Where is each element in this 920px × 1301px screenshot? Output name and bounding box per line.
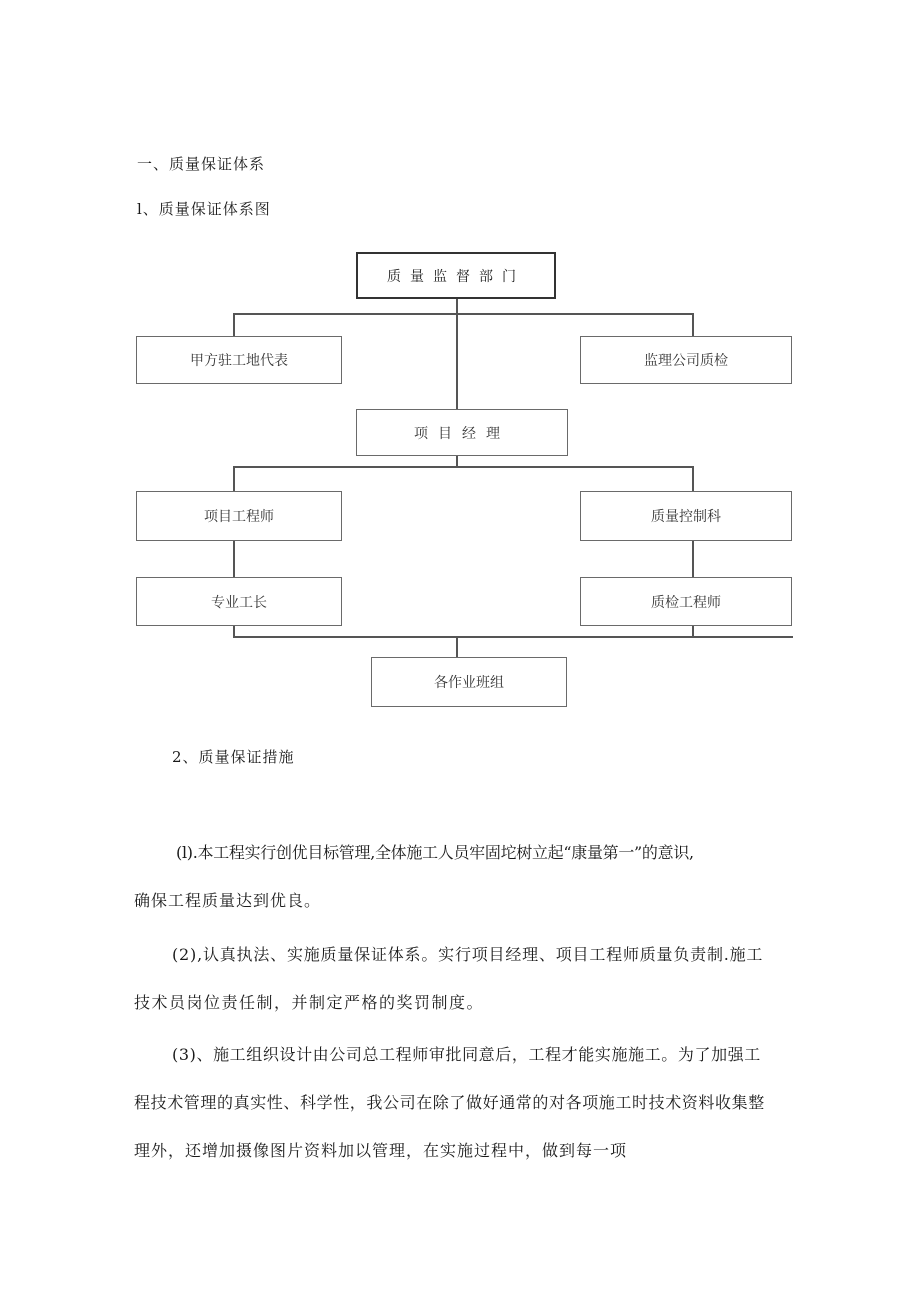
paragraph-3-line-1: (3)、施工组织设计由公司总工程师审批同意后，工程才能实施施工。为了加强工 <box>172 1045 761 1064</box>
paragraph-1-line-1: (l).本工程实行创优目标管理,全体施工人员牢固坨树立起“康量第一”的意识, <box>176 843 694 862</box>
org-box-label: 各作业班组 <box>434 675 504 691</box>
connector-right2-drop <box>692 466 694 492</box>
connector-left2-drop <box>233 466 235 492</box>
org-box-label: 甲方驻工地代表 <box>190 353 288 369</box>
paragraph-2-line-1: (2),认真执法、实施质量保证体系。实行项目经理、项目工程师质量负责制.施工 <box>172 945 764 964</box>
section-heading: 一、质量保证体系 <box>137 155 266 173</box>
connector-left2-left3 <box>233 540 235 578</box>
connector-right1-drop <box>692 313 694 337</box>
org-chart-heading: l、质量保证体系图 <box>137 200 271 218</box>
org-box-project-manager <box>356 409 568 456</box>
org-box-label: 专业工长 <box>211 594 267 611</box>
connector-top-down <box>456 298 458 314</box>
org-box-label: 质检工程师 <box>651 594 721 611</box>
measures-heading: 2、质量保证措施 <box>172 748 295 766</box>
org-box-foreman <box>136 577 342 626</box>
connector-level3-horizontal <box>233 636 793 638</box>
paragraph-2-line-2: 技术员岗位责任制，并制定严格的奖罚制度。 <box>134 993 485 1012</box>
org-box-project-engineer <box>136 491 342 541</box>
org-box-label: 项目经理 <box>414 425 510 442</box>
connector-to-manager <box>456 314 458 410</box>
connector-level2-horizontal <box>233 466 693 468</box>
connector-to-teams <box>456 636 458 658</box>
org-box-supervision-inspection <box>580 336 792 384</box>
org-box-label: 质量监督部门 <box>387 268 525 285</box>
connector-level1-horizontal <box>233 313 693 315</box>
paragraph-3-line-2: 程技术管理的真实性、科学性，我公司在除了做好通常的对各项施工时技术资料收集整 <box>134 1093 765 1112</box>
org-box-quality-control-dept <box>580 491 792 541</box>
org-box-label: 项目工程师 <box>204 509 274 525</box>
connector-right2-right3 <box>692 540 694 578</box>
connector-left1-drop <box>233 313 235 337</box>
paragraph-3-line-3: 理外，还增加摄像图片资料加以管理，在实施过程中，做到每一项 <box>134 1141 628 1160</box>
paragraph-1-line-2: 确保工程质量达到优良。 <box>134 891 322 910</box>
org-box-quality-supervision <box>356 252 556 299</box>
org-box-work-teams <box>371 657 567 707</box>
org-box-quality-inspector <box>580 577 792 626</box>
org-box-client-rep <box>136 336 342 384</box>
org-box-label: 监理公司质检 <box>644 353 728 369</box>
org-box-label: 质量控制科 <box>651 509 721 525</box>
